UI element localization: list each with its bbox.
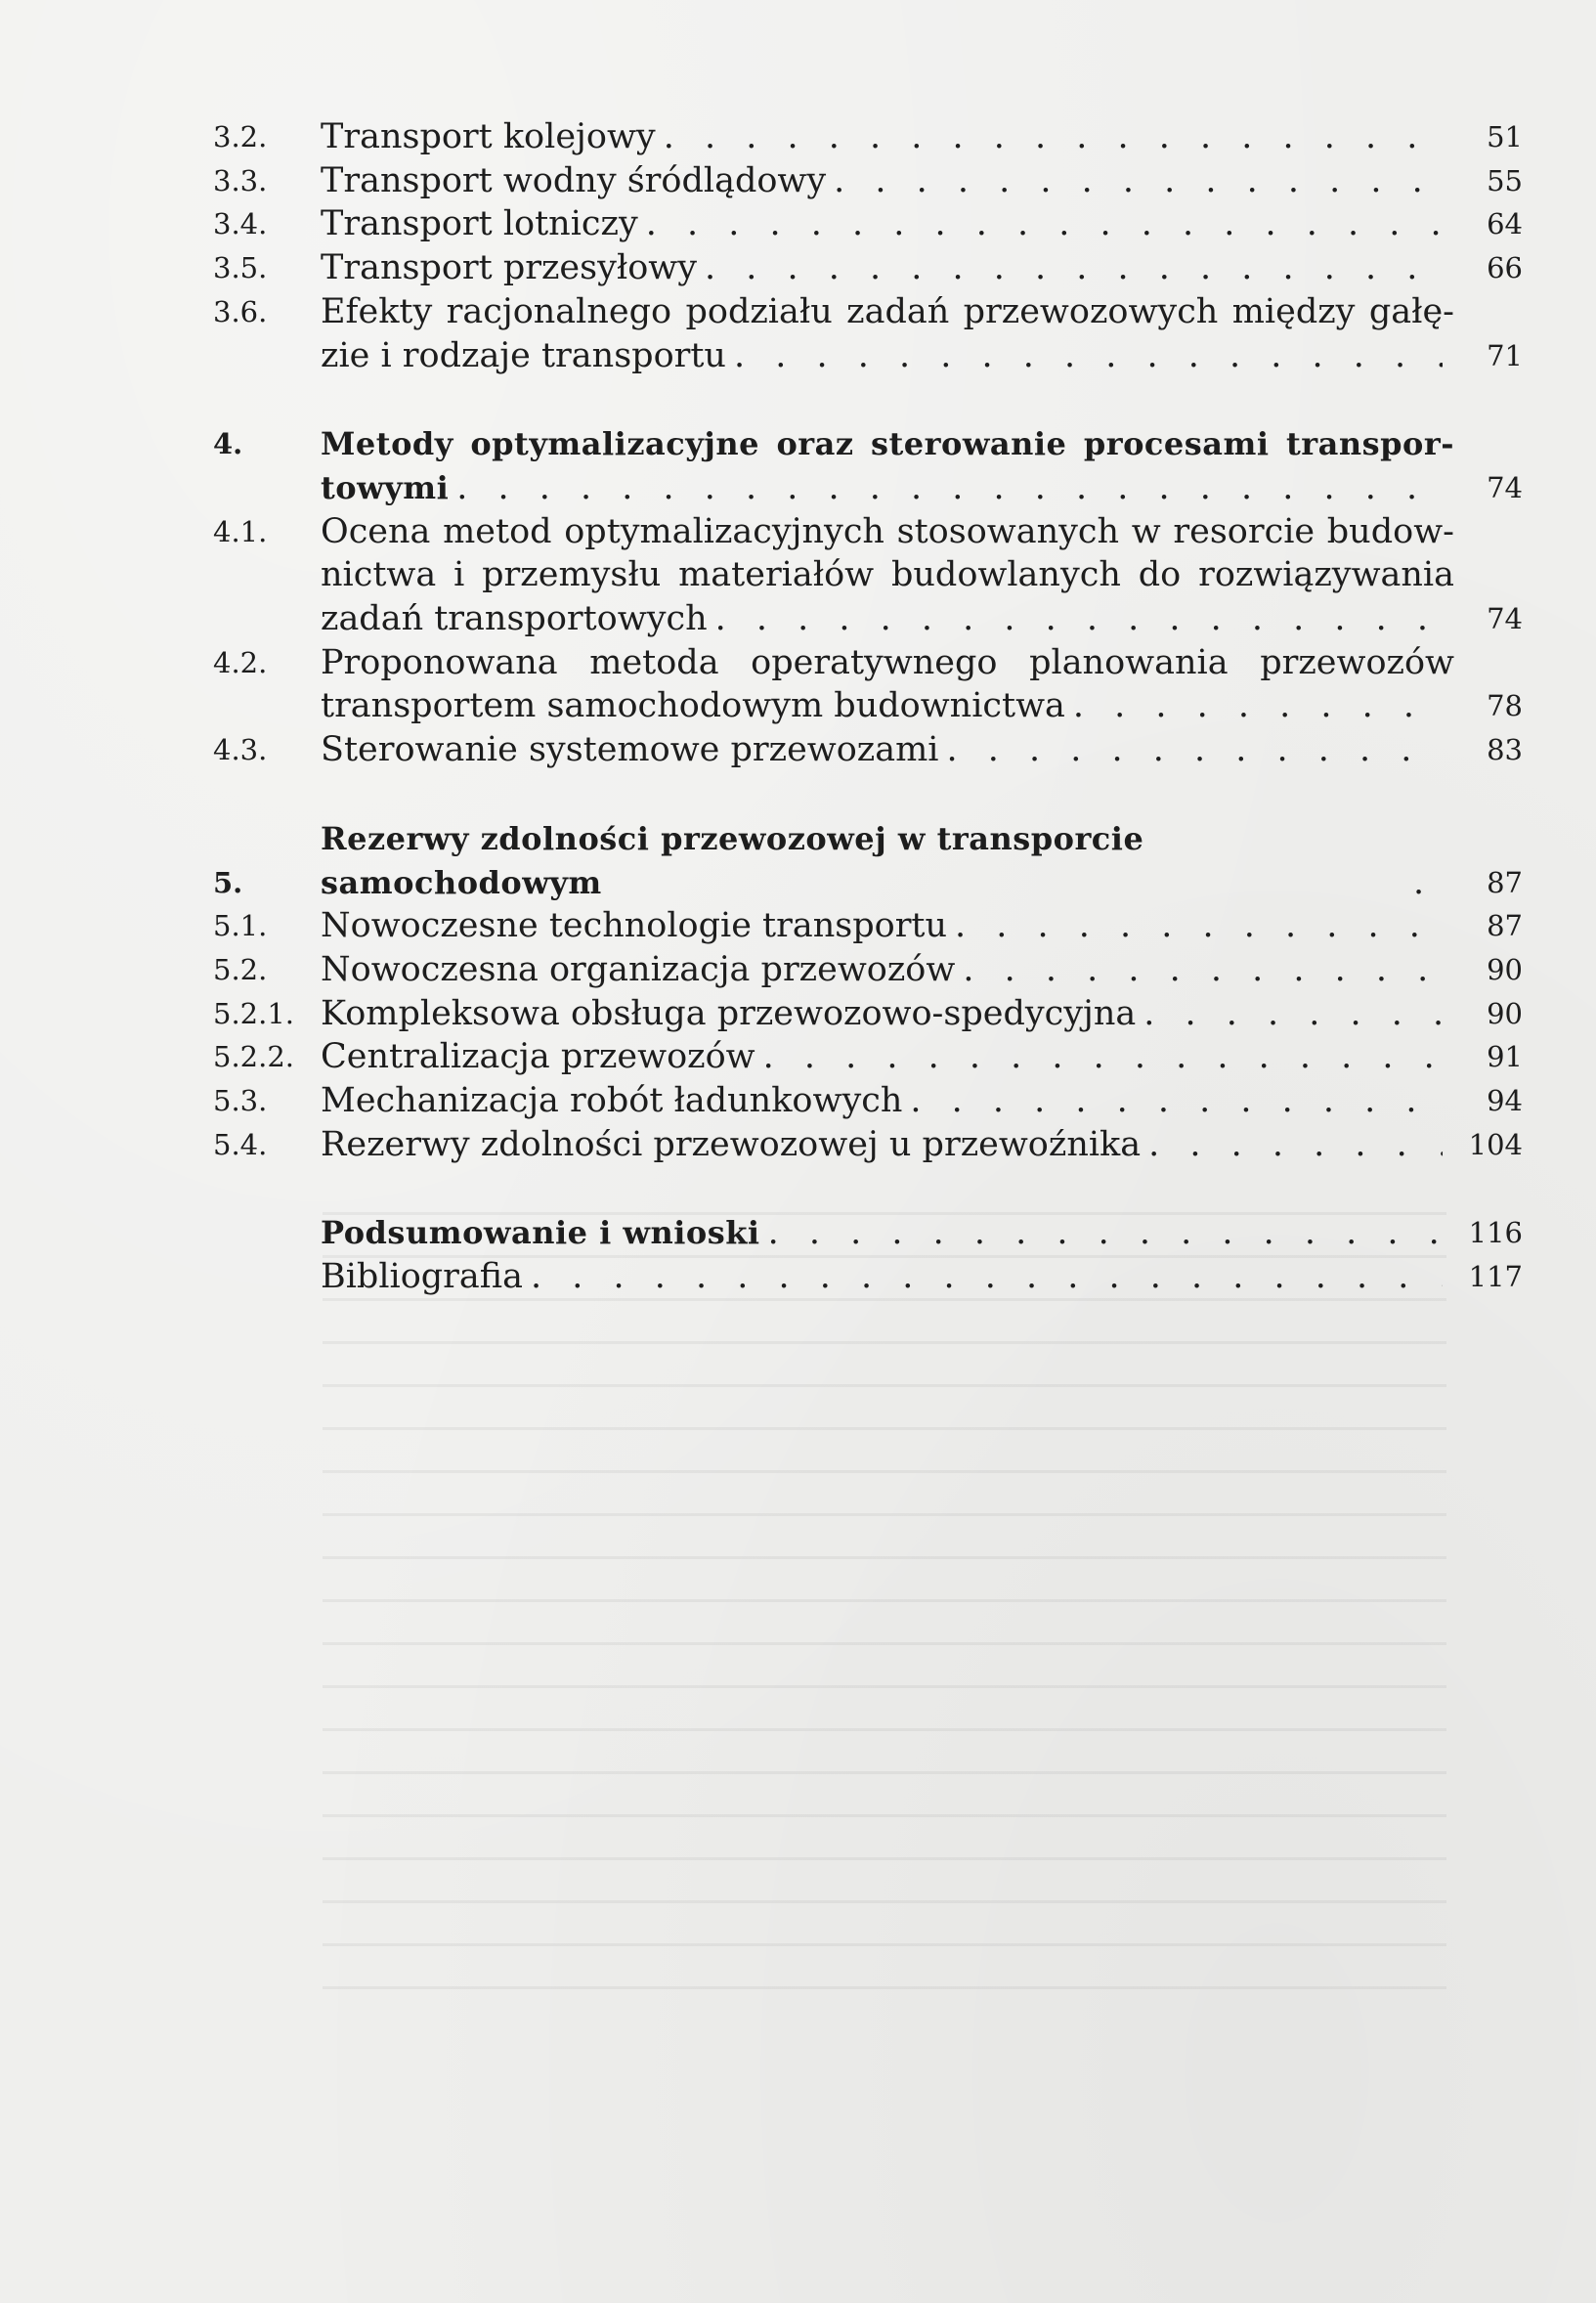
- toc-title: Rezerwy zdolności przewozowej w transporcie samochodowym: [321, 819, 1155, 901]
- toc-number: 3.4.: [213, 207, 268, 241]
- toc-page: 66: [1487, 251, 1523, 285]
- toc-entry-5: [213, 817, 1523, 904]
- toc-number: 5.2.2.: [213, 1040, 295, 1074]
- toc-number: 3.2.: [213, 120, 268, 153]
- toc-entry-bibliography: [213, 1255, 1523, 1299]
- toc-title: Mechanizacja robót ładunkowych: [321, 1081, 903, 1121]
- toc-page: 51: [1487, 120, 1523, 153]
- toc-page: 83: [1487, 733, 1523, 767]
- toc-entry-3-5: [213, 246, 1523, 290]
- toc-number: 5.: [213, 865, 243, 899]
- leader-dots: [734, 334, 1443, 378]
- toc-number: 4.2.: [213, 645, 268, 679]
- toc-page: 74: [1487, 470, 1523, 504]
- toc-number: 5.1.: [213, 909, 268, 943]
- toc-number: 4.: [213, 427, 243, 461]
- toc-page: 87: [1487, 865, 1523, 899]
- leader-dots: [531, 1255, 1443, 1299]
- toc-page: 104: [1468, 1127, 1523, 1161]
- leader-dots: [955, 904, 1443, 948]
- toc-entry-summary: [213, 1211, 1523, 1255]
- toc-title: Transport przesyłowy: [321, 248, 698, 288]
- leader-dots: [1413, 861, 1443, 905]
- leader-dots: [1073, 684, 1443, 728]
- leader-dots: [715, 597, 1443, 641]
- leader-dots: [1148, 1123, 1443, 1167]
- leader-dots: [947, 728, 1444, 772]
- toc-title-line: nictwa i przemysłu materiałów budowlanych do rozwiązywania: [321, 555, 1454, 595]
- toc-title: Bibliografia: [321, 1257, 523, 1297]
- toc-number: 5.3.: [213, 1084, 268, 1118]
- toc-entry-5-3: [213, 1079, 1523, 1123]
- toc-number: 5.4.: [213, 1127, 268, 1161]
- toc-title: Nowoczesne technologie transportu: [321, 906, 948, 946]
- toc-number: 4.1.: [213, 514, 268, 548]
- leader-dots: [763, 1035, 1443, 1079]
- toc-title: Nowoczesna organizacja przewozów: [321, 949, 956, 989]
- toc-title: Kompleksowa obsługa przewozowo-spedycyjna: [321, 993, 1137, 1033]
- leader-dots: [768, 1211, 1443, 1255]
- toc-entry-5-2-2: [213, 1035, 1523, 1079]
- toc-entry-3-4: [213, 202, 1523, 246]
- toc-page: 90: [1487, 996, 1523, 1030]
- toc-page: 116: [1468, 1216, 1523, 1250]
- toc-title-line: zie i rodzaje transportu: [321, 335, 726, 375]
- leader-dots: [664, 115, 1443, 159]
- toc-title-line: transportem samochodowym budownictwa: [321, 686, 1065, 726]
- toc-page: 87: [1487, 909, 1523, 943]
- toc-page: 90: [1487, 952, 1523, 986]
- toc-page: 78: [1487, 689, 1523, 723]
- toc-entry-5-4: [213, 1123, 1523, 1167]
- toc-title: Transport lotniczy: [321, 204, 638, 244]
- toc-title-line: Ocena metod optymalizacyjnych stosowanych w resorcie budow-: [321, 511, 1454, 551]
- toc-number: 3.5.: [213, 251, 268, 285]
- toc-title: Podsumowanie i wnioski: [321, 1214, 760, 1252]
- toc-entry-3-2: [213, 115, 1523, 159]
- toc-entry-4: [213, 422, 1523, 509]
- toc-page: 55: [1487, 163, 1523, 197]
- toc-page: 64: [1487, 207, 1523, 241]
- toc-entry-4-1: [213, 510, 1523, 641]
- toc-number: 4.3.: [213, 733, 268, 767]
- toc-title: Rezerwy zdolności przewozowej u przewoźnika: [321, 1124, 1142, 1164]
- toc-entry-3-3: [213, 159, 1523, 203]
- leader-dots: [1143, 992, 1443, 1036]
- toc-entry-4-2: [213, 641, 1523, 728]
- leader-dots: [910, 1079, 1443, 1123]
- toc-entry-5-2-1: [213, 992, 1523, 1036]
- toc-page: 74: [1487, 602, 1523, 636]
- toc-number: 5.2.: [213, 952, 268, 986]
- leader-dots: [963, 948, 1443, 992]
- toc-number: 3.6.: [213, 294, 268, 328]
- toc-number: 3.3.: [213, 163, 268, 197]
- toc-page: 91: [1487, 1040, 1523, 1074]
- toc-entry-3-6: [213, 290, 1523, 377]
- toc-page: 117: [1468, 1260, 1523, 1294]
- toc-entry-5-1: [213, 904, 1523, 948]
- leader-dots: [834, 159, 1443, 203]
- leader-dots: [456, 466, 1443, 510]
- bleed-through-texture: [323, 1212, 1446, 1994]
- leader-dots: [646, 202, 1443, 246]
- toc-title-line: Metody optymalizacyjne oraz sterowanie procesami transpor-: [321, 425, 1454, 463]
- toc-number: 5.2.1.: [213, 996, 295, 1030]
- toc-title: Transport kolejowy: [321, 117, 656, 156]
- toc-title: Sterowanie systemowe przewozami: [321, 730, 939, 770]
- toc-title-line: Proponowana metoda operatywnego planowania przewozów: [321, 642, 1454, 682]
- toc-entry-4-3: [213, 728, 1523, 772]
- leader-dots: [705, 246, 1443, 290]
- toc-page: 94: [1487, 1084, 1523, 1118]
- table-of-contents: [213, 115, 1523, 1299]
- toc-entry-5-2: [213, 948, 1523, 992]
- toc-title: Centralizacja przewozów: [321, 1037, 755, 1077]
- toc-title-line: zadań transportowych: [321, 599, 708, 639]
- toc-title: Transport wodny śródlądowy: [321, 160, 827, 200]
- toc-title-line: Efekty racjonalnego podziału zadań przewozowych między gałę-: [321, 291, 1454, 331]
- toc-page: 71: [1487, 338, 1523, 372]
- toc-title-line: towymi: [321, 468, 450, 506]
